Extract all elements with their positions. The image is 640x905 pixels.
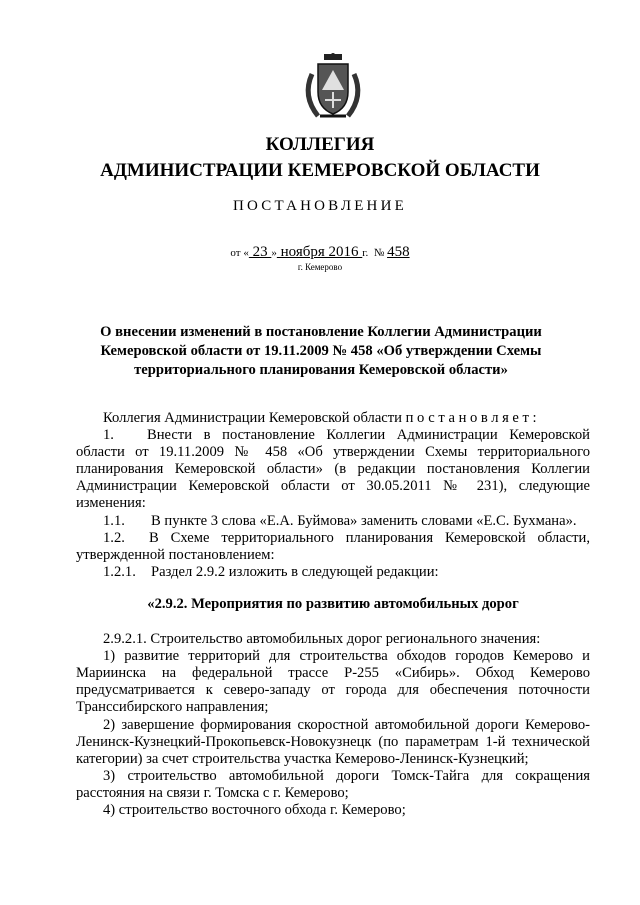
document-number: 458 — [387, 244, 410, 260]
paragraph-number: 1. — [103, 427, 114, 444]
date-mid: » — [271, 247, 277, 259]
list-item: 4) строительство восточного обхода г. Кемерово; — [103, 801, 406, 818]
paragraph-1-2 — [76, 530, 590, 564]
document-title: О внесении изменений в постановление Коллегии Администрации Кемеровской области от 19.11.2009 № 458 «Об утверждении Схемы территориального планирования Кемеровской области» — [100, 324, 542, 378]
subsection-heading: 2.9.2.1. Строительство автомобильных дорог регионального значения: — [103, 631, 541, 648]
date-month-year: ноября 2016 — [276, 244, 363, 260]
paragraph-text: Раздел 2.9.2 изложить в следующей редакции: — [151, 563, 439, 580]
document-body — [76, 410, 590, 819]
section-heading: «2.9.2. Мероприятия по развитию автомобильных дорог — [147, 595, 519, 612]
date-year-suffix: г. — [362, 247, 369, 259]
paragraph-text: Внести в постановление Коллегии Администрации Кемеровской области от 19.11.2009 № 458 «Об утверждении Схемы территориального планирования Кемеровской области» (в редакции постановления Коллегии Администрации Кемеровской области от 30.05.2011 № 231), следующие изменения: — [76, 427, 590, 512]
city: г. Кемерово — [297, 262, 343, 272]
document-type: ПОСТАНОВЛЕНИЕ — [233, 198, 407, 214]
list-item: 3) строительство автомобильной дороги Томск-Тайга для сокращения расстояния на связи г. Томска с г. Кемерово; — [76, 767, 590, 801]
intro-paragraph — [76, 410, 590, 427]
date-day: 23 — [248, 244, 272, 260]
paragraph-number: 1.1. — [103, 512, 125, 529]
intro-verb: постановляет: — [405, 410, 541, 426]
coat-of-arms-icon — [298, 52, 368, 122]
paragraph-number: 1.2.1. — [103, 563, 136, 580]
intro-text: Коллегия Администрации Кемеровской области — [103, 410, 402, 426]
paragraph-1-1 — [76, 513, 590, 530]
paragraph-text: В Схеме территориального планирования Кемеровской области, утвержденной постановлением: — [76, 529, 590, 563]
paragraph-text: В пункте 3 слова «Е.А. Буймова» заменить словами «Е.С. Бухмана». — [151, 512, 577, 529]
paragraph-1 — [76, 427, 590, 512]
administration-title: АДМИНИСТРАЦИИ КЕМЕРОВСКОЙ ОБЛАСТИ — [100, 160, 540, 181]
paragraph-number: 1.2. — [103, 529, 125, 546]
paragraph-1-2-1 — [76, 564, 590, 581]
list-item: 2) завершение формирования скоростной автомобильной дороги Кемерово-Ленинск-Кузнецкий-Прокопьевск-Новокузнецк (по параметрам 1-й технической категории) за счет строительства участка Кемерово-Ленинск-Кузнецкий; — [76, 716, 590, 767]
collegium-title: КОЛЛЕГИЯ — [265, 134, 375, 155]
number-label: № — [373, 247, 385, 259]
document-date-line — [0, 244, 640, 261]
list-item: 1) развитие территорий для строительства обходов городов Кемерово и Мариинска на федеральной трассе Р-255 «Сибирь». Обход Кемерово предусматривается к северо-западу от города для обеспечения поточности Транссибирского направления; — [76, 648, 590, 716]
date-prefix: от « — [230, 247, 249, 259]
